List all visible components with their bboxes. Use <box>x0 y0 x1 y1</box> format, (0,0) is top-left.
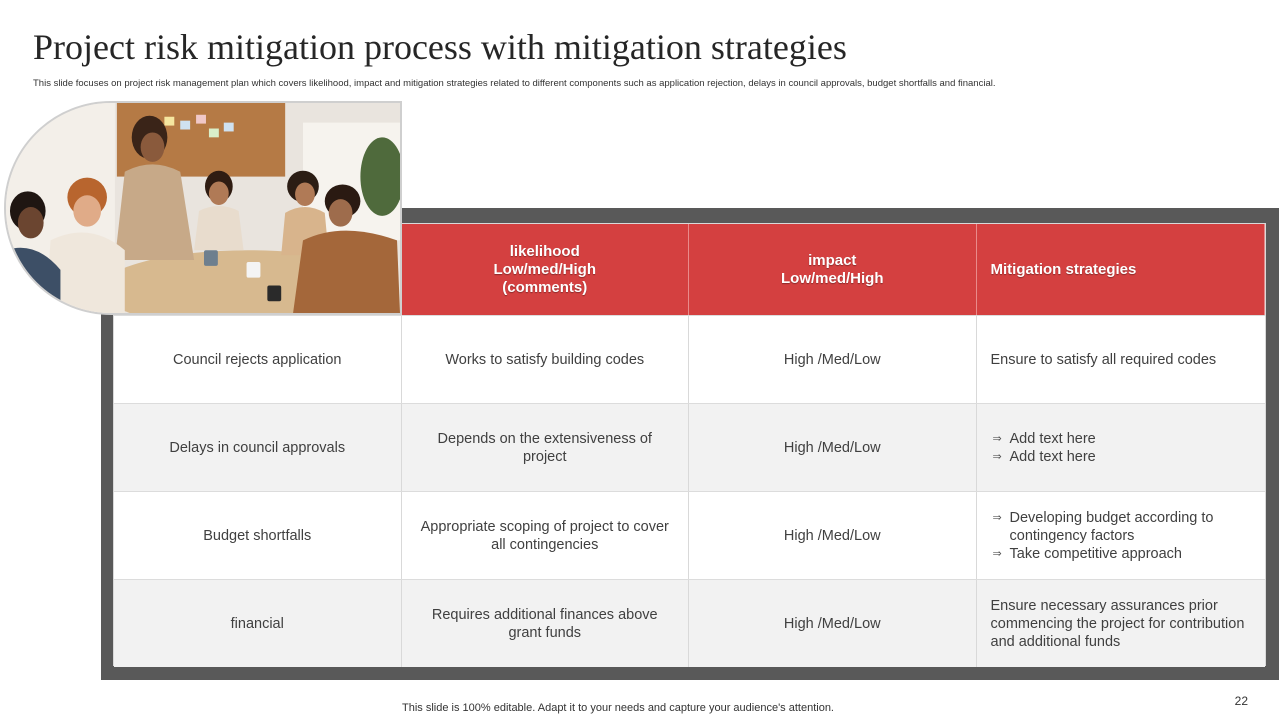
likelihood-cell: Depends on the extensiveness of project <box>402 404 690 492</box>
header-cell-likelihood <box>402 224 690 315</box>
list-item: ⇒ Add text here <box>992 449 1096 465</box>
impact-cell: High /Med/Low <box>689 580 977 667</box>
arrow-right-icon: ⇒ <box>992 512 1002 524</box>
header-cell-impact <box>689 224 977 315</box>
impact-cell: High /Med/Low <box>689 404 977 492</box>
component-cell: Council rejects application <box>114 316 402 404</box>
table-row <box>114 491 1265 580</box>
photo-illustration <box>6 103 400 313</box>
strategy-list <box>991 509 1252 563</box>
table-row <box>114 315 1265 404</box>
likelihood-cell: Requires additional finances above grant funds <box>402 580 690 667</box>
likelihood-cell: Appropriate scoping of project to cover all contingencies <box>402 492 690 580</box>
strategy-list <box>991 430 1096 466</box>
arrow-right-icon: ⇒ <box>992 548 1002 560</box>
arrow-right-icon: ⇒ <box>992 451 1002 463</box>
header-cell-strategies <box>977 224 1266 315</box>
component-cell: financial <box>114 580 402 667</box>
list-item: ⇒ Add text here <box>992 431 1096 447</box>
component-cell: Budget shortfalls <box>114 492 402 580</box>
strategy-text: Ensure necessary assurances prior commencing the project for contribution and additional funds <box>990 597 1245 650</box>
header-likelihood-label: likelihood Low/med/High (comments) <box>493 242 596 296</box>
list-item: ⇒ Take competitive approach <box>992 546 1182 562</box>
strategy-cell <box>977 580 1266 667</box>
arrow-right-icon: ⇒ <box>992 433 1002 445</box>
header-impact-label: impact Low/med/High <box>781 251 884 287</box>
strategy-cell <box>977 316 1266 404</box>
list-item: ⇒ Developing budget according to contingency factors <box>992 510 1214 544</box>
slide-footer: This slide is 100% editable. Adapt it to your needs and capture your audience's attention. <box>402 702 834 714</box>
slide-subtitle: This slide focuses on project risk management plan which covers likelihood, impact and mitigation strategies related to different components such as application rejection, delays in council approvals, budget shortfalls and financial. <box>33 78 996 89</box>
impact-cell: High /Med/Low <box>689 316 977 404</box>
strategy-cell <box>977 492 1266 580</box>
strategy-cell <box>977 404 1266 492</box>
component-cell: Delays in council approvals <box>114 404 402 492</box>
slide-title: Project risk mitigation process with mitigation strategies <box>33 27 847 67</box>
table-row <box>114 579 1265 667</box>
strategy-text: Ensure to satisfy all required codes <box>990 352 1217 368</box>
team-meeting-photo <box>4 101 402 315</box>
likelihood-cell: Works to satisfy building codes <box>402 316 690 404</box>
table-row <box>114 403 1265 492</box>
header-strategies-label: Mitigation strategies <box>990 260 1137 278</box>
impact-cell: High /Med/Low <box>689 492 977 580</box>
page-number: 22 <box>1234 694 1248 708</box>
